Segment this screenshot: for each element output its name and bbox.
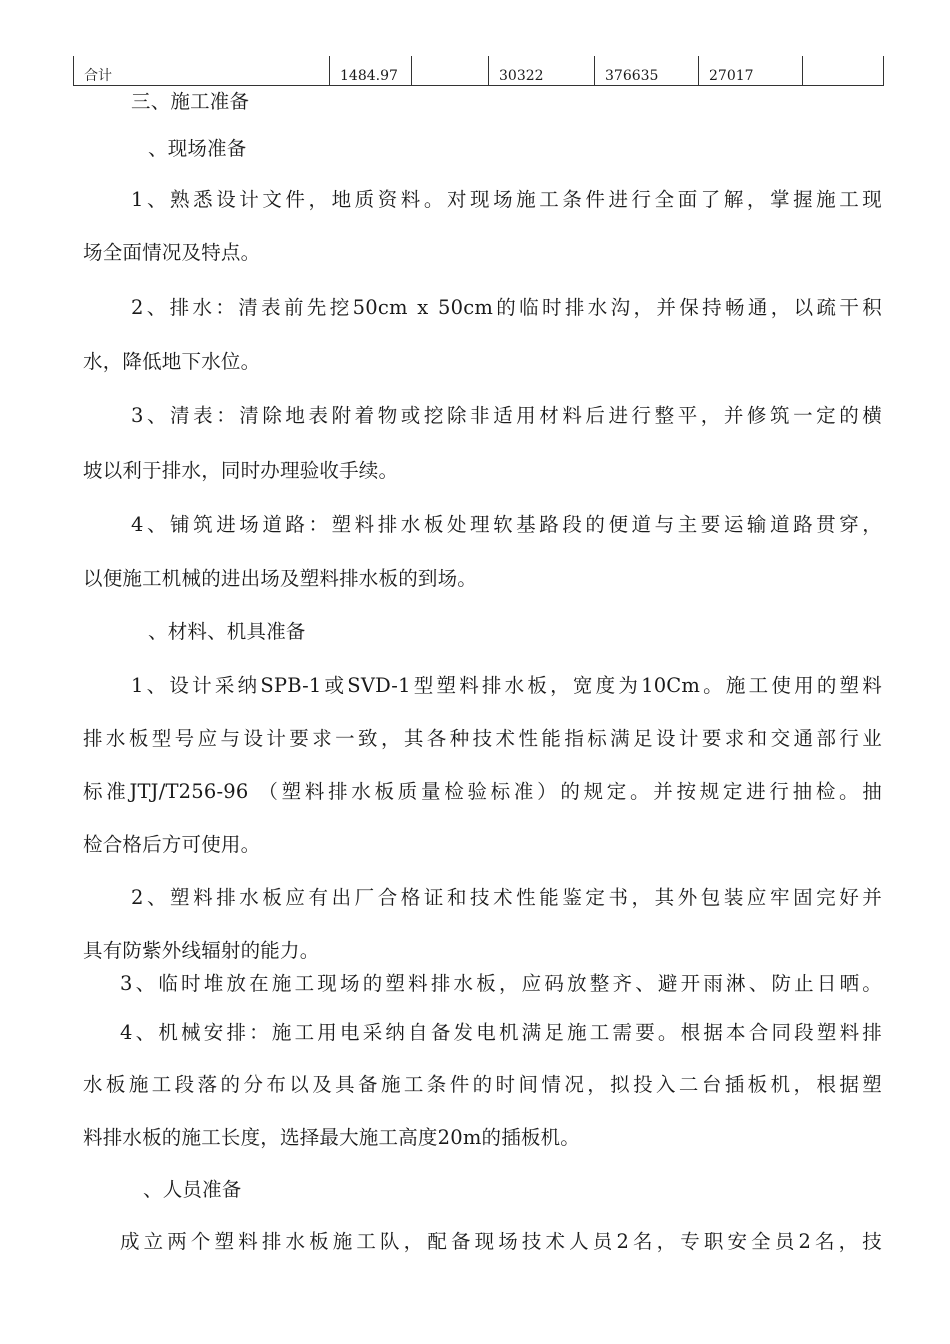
- paragraph-line: 1、熟悉设计文件，地质资料。对现场施工条件进行全面了解，掌握施工现: [131, 188, 882, 211]
- paragraph-line: 1、设计采纳SPB-1或SVD-1型塑料排水板，宽度为10Cm。施工使用的塑料: [131, 674, 882, 697]
- paragraph-line: 4、铺筑进场道路：塑料排水板处理软基路段的便道与主要运输道路贯穿，: [131, 513, 882, 536]
- paragraph-line: 检合格后方可使用。: [83, 833, 261, 856]
- total-value-cell: 27017: [699, 56, 803, 86]
- paragraph-line: 标准JTJ/T256-96 （塑料排水板质量检验标准）的规定。并按规定进行抽检。抽: [83, 780, 882, 803]
- paragraph-line: 料排水板的施工长度，选择最大施工高度20m的插板机。: [83, 1126, 581, 1149]
- paragraph-line: 具有防紫外线辐射的能力。: [83, 939, 320, 962]
- total-value-cell: 376635: [595, 56, 699, 86]
- paragraph-line: 水板施工段落的分布以及具备施工条件的时间情况，拟投入二台插板机，根据塑: [83, 1073, 882, 1096]
- paragraph-line: 水，降低地下水位。: [83, 350, 261, 373]
- summary-table: [73, 56, 884, 86]
- total-value-cell: 1484.97: [330, 56, 412, 86]
- paragraph-line: 以便施工机械的进出场及塑料排水板的到场。: [83, 567, 478, 590]
- subsection-heading: 、人员准备: [143, 1178, 242, 1201]
- paragraph-line: 场全面情况及特点。: [83, 241, 261, 264]
- paragraph-line: 坡以利于排水，同时办理验收手续。: [83, 459, 399, 482]
- total-label-cell: 合计: [74, 56, 330, 86]
- subsection-heading: 、材料、机具准备: [148, 620, 306, 643]
- paragraph-line: 2、塑料排水板应有出厂合格证和技术性能鉴定书，其外包装应牢固完好并: [131, 886, 882, 909]
- paragraph-line: 2、排水：清表前先挖50cm x 50cm的临时排水沟，并保持畅通，以疏干积: [131, 296, 882, 319]
- total-value-cell: 30322: [489, 56, 595, 86]
- paragraph-line: 3、临时堆放在施工现场的塑料排水板，应码放整齐、避开雨淋、防止日晒。: [120, 972, 882, 995]
- paragraph-line: 成立两个塑料排水板施工队，配备现场技术人员2名，专职安全员2名，技: [120, 1230, 882, 1253]
- summary-total-row: [74, 56, 884, 86]
- paragraph-line: 排水板型号应与设计要求一致，其各种技术性能指标满足设计要求和交通部行业: [83, 727, 882, 750]
- paragraph-line: 3、清表：清除地表附着物或挖除非适用材料后进行整平，并修筑一定的横: [131, 404, 882, 427]
- total-value-cell: [803, 56, 884, 86]
- total-value-cell: [412, 56, 489, 86]
- section-heading: 三、施工准备: [131, 90, 250, 113]
- subsection-heading: 、现场准备: [148, 137, 247, 160]
- paragraph-line: 4、机械安排：施工用电采纳自备发电机满足施工需要。根据本合同段塑料排: [120, 1021, 882, 1044]
